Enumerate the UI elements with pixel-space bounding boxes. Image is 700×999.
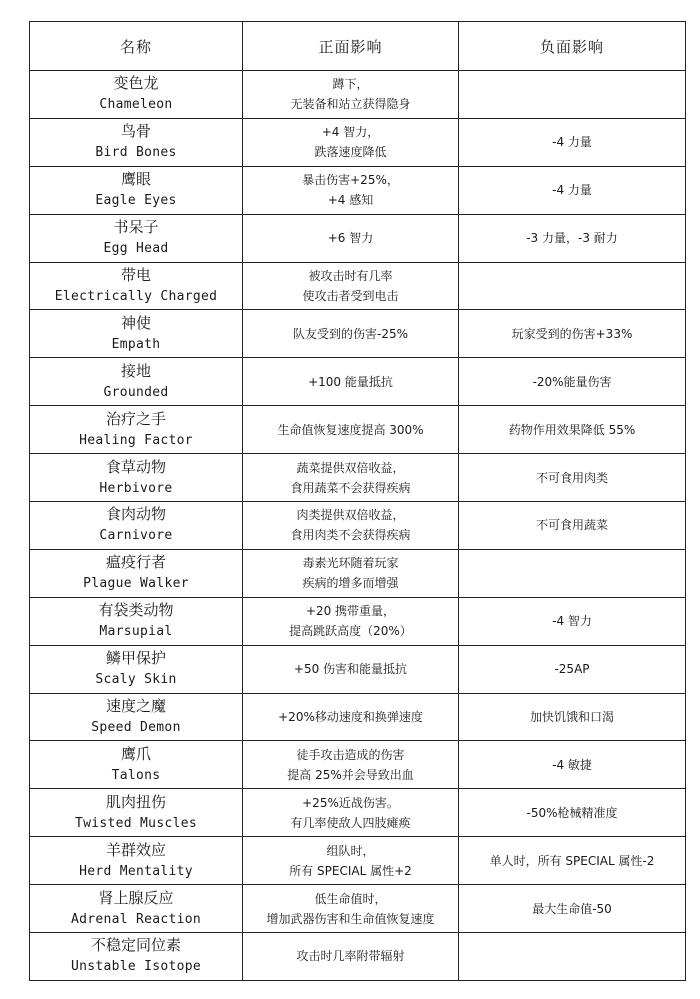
table-row	[30, 71, 686, 119]
positive-effect-line: +100 能量抵抗	[308, 374, 393, 389]
positive-effect-line: +4 智力，	[321, 125, 380, 140]
mutation-name-en: Twisted Muscles	[75, 815, 197, 831]
mutation-name-cell	[30, 597, 243, 645]
mutation-name-cell	[30, 885, 243, 933]
table-row	[30, 693, 686, 741]
table-row	[30, 502, 686, 550]
mutation-name-cell	[30, 310, 243, 358]
table-row	[30, 933, 686, 981]
table-row	[30, 741, 686, 789]
mutation-name-cell	[30, 789, 243, 837]
table-row	[30, 454, 686, 502]
mutation-name-zh: 食肉动物	[105, 505, 166, 524]
mutation-name-zh: 食草动物	[105, 457, 166, 476]
table-row	[30, 310, 686, 358]
mutation-name-cell	[30, 358, 243, 406]
positive-effect-cell	[243, 549, 459, 597]
positive-effect-line: 无装备和站立获得隐身	[290, 97, 411, 112]
mutation-name-cell	[30, 741, 243, 789]
mutation-name-cell	[30, 693, 243, 741]
mutation-name-zh: 接地	[120, 361, 151, 380]
positive-effect-line: 蹲下，	[332, 77, 369, 92]
positive-effect-line: +6 智力	[327, 231, 374, 246]
mutation-name-en: Herd Mentality	[79, 863, 193, 879]
mutation-name-en: Bird Bones	[95, 145, 177, 161]
table-row	[30, 645, 686, 693]
table-row	[30, 837, 686, 885]
positive-effect-line: 肉类提供双倍收益，	[296, 508, 405, 523]
mutation-name-cell	[30, 262, 243, 310]
negative-effect-line: -50%枪械精准度	[526, 805, 618, 820]
negative-effect-cell	[459, 502, 686, 550]
positive-effect-line: +20%移动速度和换弹速度	[278, 710, 423, 725]
mutation-name-zh: 书呆子	[113, 218, 159, 237]
negative-effect-cell	[459, 789, 686, 837]
mutation-name-en: Electrically Charged	[54, 289, 218, 304]
negative-effect-line: 单人时，所有 SPECIAL 属性-2	[489, 853, 655, 868]
positive-effect-line: 食用肉类不会获得疾病	[290, 528, 411, 543]
positive-effect-line: +25%近战伤害。	[302, 795, 399, 810]
mutations-table	[29, 21, 686, 981]
positive-effect-line: 毒素光环随着玩家	[302, 556, 399, 571]
negative-effect-cell	[459, 549, 686, 597]
positive-effect-line: 徒手攻击造成的伤害	[296, 747, 405, 762]
mutation-name-en: Herbivore	[99, 480, 173, 496]
mutation-name-en: Eagle Eyes	[95, 193, 177, 209]
mutation-name-en: Empath	[111, 336, 161, 352]
positive-effect-cell	[243, 71, 459, 119]
positive-effect-line: 使攻击者受到电击	[302, 289, 399, 303]
positive-effect-cell	[243, 693, 459, 741]
table-body	[30, 71, 686, 981]
mutation-name-zh: 鹰爪	[120, 744, 151, 763]
positive-effect-line: 食用蔬菜不会获得疾病	[290, 480, 411, 495]
positive-effect-line: 生命值恢复速度提高 300%	[277, 422, 424, 437]
negative-effect-cell	[459, 454, 686, 502]
mutation-name-cell	[30, 214, 243, 262]
positive-effect-line: 暴击伤害+25%，	[302, 173, 399, 188]
negative-effect-line: 最大生命值-50	[532, 901, 612, 916]
positive-effect-line: +20 携带重量，	[305, 604, 396, 619]
mutation-name-cell	[30, 118, 243, 166]
header-negative: 负面影响	[459, 22, 686, 71]
positive-effect-line: 队友受到的伤害-25%	[292, 326, 408, 341]
mutation-name-en: Speed Demon	[91, 720, 181, 736]
positive-effect-line: 提高 25%并会导致出血	[287, 767, 414, 782]
header-row	[30, 22, 686, 71]
mutation-name-en: Healing Factor	[79, 432, 193, 448]
negative-effect-line: -25AP	[554, 662, 590, 677]
mutation-name-en: Talons	[111, 767, 161, 783]
mutation-name-zh: 瘟疫行者	[105, 553, 166, 572]
mutation-name-cell	[30, 645, 243, 693]
positive-effect-line: 低生命值时，	[314, 891, 387, 906]
mutation-name-zh: 鹰眼	[120, 170, 151, 189]
negative-effect-line: -4 力量	[552, 183, 592, 198]
positive-effect-cell	[243, 502, 459, 550]
negative-effect-cell	[459, 310, 686, 358]
mutation-name-en: Chameleon	[99, 97, 173, 113]
positive-effect-cell	[243, 741, 459, 789]
negative-effect-line: 不可食用蔬菜	[535, 518, 608, 533]
negative-effect-line: -4 智力	[552, 614, 592, 629]
positive-effect-cell	[243, 406, 459, 454]
positive-effect-cell	[243, 310, 459, 358]
mutation-name-zh: 神使	[120, 313, 151, 332]
mutation-name-en: Scaly Skin	[95, 672, 177, 688]
negative-effect-cell	[459, 741, 686, 789]
positive-effect-line: 所有 SPECIAL 属性+2	[289, 863, 412, 878]
mutation-name-en: Unstable Isotope	[70, 959, 202, 975]
positive-effect-line: 有几率使敌人四肢瘫痪	[290, 815, 411, 830]
positive-effect-cell	[243, 214, 459, 262]
mutation-name-cell	[30, 454, 243, 502]
positive-effect-line: +4 感知	[327, 193, 374, 208]
negative-effect-cell	[459, 693, 686, 741]
mutation-name-zh: 带电	[120, 266, 151, 284]
mutation-name-en: Adrenal Reaction	[70, 911, 202, 927]
negative-effect-cell	[459, 262, 686, 310]
table-row	[30, 549, 686, 597]
negative-effect-cell	[459, 645, 686, 693]
positive-effect-cell	[243, 837, 459, 885]
negative-effect-line: 不可食用肉类	[535, 470, 608, 485]
negative-effect-line: 药物作用效果降低 55%	[508, 422, 636, 437]
mutation-name-cell	[30, 71, 243, 119]
positive-effect-line: 提高跳跃高度（20%）	[289, 624, 412, 639]
table-row	[30, 597, 686, 645]
header-name: 名称	[30, 22, 243, 71]
positive-effect-line: 疾病的增多而增强	[302, 576, 399, 591]
mutation-name-en: Grounded	[103, 384, 169, 400]
mutation-name-en: Marsupial	[99, 624, 173, 640]
mutation-name-zh: 有袋类动物	[98, 601, 174, 620]
mutation-name-cell	[30, 837, 243, 885]
table-row	[30, 358, 686, 406]
positive-effect-line: 增加武器伤害和生命值恢复速度	[266, 911, 435, 926]
negative-effect-cell	[459, 214, 686, 262]
negative-effect-line: -20%能量伤害	[532, 374, 612, 389]
mutation-name-cell	[30, 502, 243, 550]
mutation-name-en: Egg Head	[103, 241, 169, 257]
positive-effect-cell	[243, 645, 459, 693]
positive-effect-cell	[243, 118, 459, 166]
negative-effect-cell	[459, 837, 686, 885]
positive-effect-line: 组队时，	[326, 843, 375, 858]
negative-effect-cell	[459, 406, 686, 454]
mutation-name-zh: 治疗之手	[105, 409, 166, 428]
mutation-name-cell	[30, 406, 243, 454]
table-row	[30, 406, 686, 454]
positive-effect-line: 攻击时几率附带辐射	[296, 949, 405, 964]
table-row	[30, 214, 686, 262]
table-row	[30, 118, 686, 166]
positive-effect-line: 跌落速度降低	[314, 145, 387, 160]
header-positive: 正面影响	[243, 22, 459, 71]
table-row	[30, 789, 686, 837]
negative-effect-line: 玩家受到的伤害+33%	[511, 326, 633, 341]
positive-effect-cell	[243, 933, 459, 981]
positive-effect-cell	[243, 597, 459, 645]
positive-effect-cell	[243, 454, 459, 502]
positive-effect-line: 被攻击时有几率	[308, 269, 393, 283]
table-row	[30, 262, 686, 310]
negative-effect-cell	[459, 118, 686, 166]
positive-effect-line: +50 伤害和能量抵抗	[293, 662, 408, 677]
negative-effect-line: -3 力量，-3 耐力	[526, 231, 618, 246]
negative-effect-cell	[459, 166, 686, 214]
positive-effect-cell	[243, 789, 459, 837]
mutation-name-zh: 肌肉扭伤	[105, 792, 166, 811]
mutation-name-cell	[30, 549, 243, 597]
mutation-name-zh: 羊群效应	[105, 840, 166, 859]
negative-effect-line: -4 敏捷	[552, 757, 592, 772]
mutation-name-zh: 肾上腺反应	[98, 888, 174, 907]
positive-effect-cell	[243, 885, 459, 933]
negative-effect-cell	[459, 358, 686, 406]
mutation-name-zh: 不稳定同位素	[90, 936, 181, 955]
mutation-name-zh: 变色龙	[113, 74, 159, 93]
table-row	[30, 166, 686, 214]
negative-effect-cell	[459, 597, 686, 645]
negative-effect-line: -4 力量	[552, 135, 592, 150]
negative-effect-cell	[459, 71, 686, 119]
positive-effect-cell	[243, 358, 459, 406]
table-row	[30, 885, 686, 933]
negative-effect-cell	[459, 933, 686, 981]
mutation-name-zh: 鸟骨	[120, 122, 151, 141]
positive-effect-cell	[243, 262, 459, 310]
mutation-name-zh: 速度之魔	[105, 697, 166, 716]
mutation-name-cell	[30, 166, 243, 214]
mutation-name-en: Carnivore	[99, 528, 173, 544]
positive-effect-line: 蔬菜提供双倍收益，	[296, 460, 405, 475]
mutation-name-zh: 鳞甲保护	[105, 649, 166, 668]
positive-effect-cell	[243, 166, 459, 214]
mutation-name-cell	[30, 933, 243, 981]
mutation-name-en: Plague Walker	[83, 576, 189, 592]
negative-effect-line: 加快饥饿和口渴	[529, 710, 614, 725]
negative-effect-cell	[459, 885, 686, 933]
